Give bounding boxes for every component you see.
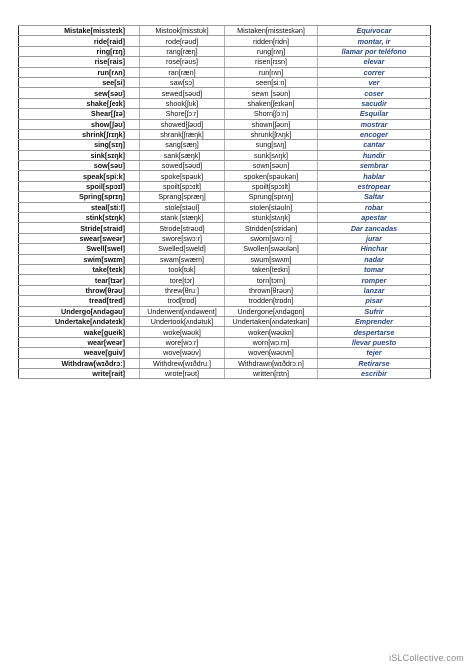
base-form-cell: swear[sweər] [19,233,140,243]
table-row [19,306,431,316]
past-participle-cell: spoilt[spɔɪlt] [225,181,318,191]
past-simple-cell: wore[wɔːr] [140,337,225,347]
table-row [19,57,431,67]
irregular-verbs-table [18,25,431,379]
past-simple-cell: ran[ræn] [140,67,225,77]
base-form-cell: steal[stiːl] [19,202,140,212]
table-row [19,244,431,254]
past-simple-cell: threw[θruː] [140,285,225,295]
past-participle-cell: Mistaken[missteɪkən] [225,26,318,36]
past-participle-cell: written[rɪtn] [225,368,318,378]
translation-cell: estropear [318,181,431,191]
translation-cell: elevar [318,57,431,67]
base-form-cell: Mistake[missteɪk] [19,26,140,36]
translation-cell: Saltar [318,192,431,202]
base-form-cell: speak[spiːk] [19,171,140,181]
past-simple-cell: Strode[strəʊd] [140,223,225,233]
past-simple-cell: trod[trɒd] [140,296,225,306]
past-participle-cell: Swollen[swəʊlən] [225,244,318,254]
base-form-cell: run[rʌn] [19,67,140,77]
translation-cell: hablar [318,171,431,181]
table-row [19,77,431,87]
past-simple-cell: sewed[səʊd] [140,88,225,98]
table-row [19,67,431,77]
past-simple-cell: rang[ræŋ] [140,46,225,56]
translation-cell: Emprender [318,316,431,326]
base-form-cell: take[teɪk] [19,264,140,274]
past-participle-cell: Shorn[ʃɔːn] [225,109,318,119]
site-watermark: iSLCollective.com [389,653,464,663]
past-simple-cell: stole[stəʊl] [140,202,225,212]
past-participle-cell: worn[wɔːrn] [225,337,318,347]
past-simple-cell: Withdrew[wɪðdruː] [140,358,225,368]
translation-cell: apestar [318,213,431,223]
past-simple-cell: rose[rəʊs] [140,57,225,67]
table-row [19,98,431,108]
table-row [19,171,431,181]
base-form-cell: rise[rais] [19,57,140,67]
table-row [19,181,431,191]
past-simple-cell: swore[swɔːr] [140,233,225,243]
past-participle-cell: stolen[stəʊln] [225,202,318,212]
past-participle-cell: seen[siːn] [225,77,318,87]
past-participle-cell: Sprung[sprʌŋ] [225,192,318,202]
past-simple-cell: rode[rəʊd] [140,36,225,46]
table-row [19,233,431,243]
past-simple-cell: Sprang[spræŋ] [140,192,225,202]
past-simple-cell: Swelled[sweld] [140,244,225,254]
base-form-cell: see[si] [19,77,140,87]
past-participle-cell: torn[tɔrn] [225,275,318,285]
past-participle-cell: swum[swʌm] [225,254,318,264]
past-simple-cell: sang[sæŋ] [140,140,225,150]
base-form-cell: Shear[ʃɪə] [19,109,140,119]
past-participle-cell: spoken[spəʊkən] [225,171,318,181]
table-row [19,275,431,285]
table-row [19,296,431,306]
base-form-cell: spoil[spɔɪl] [19,181,140,191]
verb-table-body [19,26,431,379]
past-participle-cell: sewn [səʊn] [225,88,318,98]
past-participle-cell: Withdrawn[wɪðdrɔːn] [225,358,318,368]
past-simple-cell: shrank[ʃræŋk] [140,129,225,139]
translation-cell: tejer [318,348,431,358]
translation-cell: sembrar [318,161,431,171]
base-form-cell: shrink[ʃrɪŋk] [19,129,140,139]
past-simple-cell: Underwent[ʌndəwent] [140,306,225,316]
table-row [19,254,431,264]
table-row [19,109,431,119]
translation-cell: Esquilar [318,109,431,119]
base-form-cell: throw[θrəʊ] [19,285,140,295]
base-form-cell: swim[swɪm] [19,254,140,264]
translation-cell: tomar [318,264,431,274]
past-participle-cell: ridden[ridn] [225,36,318,46]
base-form-cell: tear[tɪər] [19,275,140,285]
base-form-cell: weave[guiv] [19,348,140,358]
table-row [19,88,431,98]
table-row [19,150,431,160]
translation-cell: mostrar [318,119,431,129]
translation-cell: llevar puesto [318,337,431,347]
table-row [19,161,431,171]
table-row [19,119,431,129]
past-participle-cell: thrown[θrəʊn] [225,285,318,295]
table-row [19,223,431,233]
past-simple-cell: swam[swæm] [140,254,225,264]
table-row [19,36,431,46]
base-form-cell: sow[səʊ] [19,161,140,171]
translation-cell: pisar [318,296,431,306]
translation-cell: lanzar [318,285,431,295]
base-form-cell: wake[gueik] [19,327,140,337]
past-participle-cell: shaken[ʃeɪkən] [225,98,318,108]
base-form-cell: Swell[swel] [19,244,140,254]
past-simple-cell: took[tʊk] [140,264,225,274]
translation-cell: hundir [318,150,431,160]
base-form-cell: shake[ʃeɪk] [19,98,140,108]
table-row [19,213,431,223]
past-simple-cell: stank [stæŋk] [140,213,225,223]
past-simple-cell: wove[wəʊv] [140,348,225,358]
translation-cell: encoger [318,129,431,139]
past-simple-cell: Mistook[misstʊk] [140,26,225,36]
table-row [19,264,431,274]
base-form-cell: sew[səʊ] [19,88,140,98]
translation-cell: escribir [318,368,431,378]
table-row [19,337,431,347]
past-simple-cell: Shore[ʃɔːr] [140,109,225,119]
translation-cell: Dar zancadas [318,223,431,233]
base-form-cell: stink[stɪŋk] [19,213,140,223]
past-simple-cell: sowed[səʊd] [140,161,225,171]
past-participle-cell: sunk[sʌŋk] [225,150,318,160]
table-row [19,202,431,212]
translation-cell: Sufrir [318,306,431,316]
past-simple-cell: spoke[spəʊk] [140,171,225,181]
past-participle-cell: taken[teɪkn] [225,264,318,274]
past-simple-cell: shook[ʃʊk] [140,98,225,108]
past-simple-cell: woke[wəʊk] [140,327,225,337]
base-form-cell: Undergo[ʌndəgəʊ] [19,306,140,316]
base-form-cell: sink[sɪŋk] [19,150,140,160]
table-row [19,192,431,202]
base-form-cell: write[rait] [19,368,140,378]
translation-cell: montar, ir [318,36,431,46]
past-participle-cell: Undertaken[ʌndəteɪkən] [225,316,318,326]
past-participle-cell: woken[wəʊkn] [225,327,318,337]
table-row [19,368,431,378]
table-row [19,26,431,36]
base-form-cell: Withdraw[wɪðdrɔː] [19,358,140,368]
table-row [19,316,431,326]
past-simple-cell: wrote[rəʊt] [140,368,225,378]
table-row [19,358,431,368]
table-row [19,285,431,295]
translation-cell: coser [318,88,431,98]
translation-cell: Retirarse [318,358,431,368]
base-form-cell: Stride[straid] [19,223,140,233]
past-participle-cell: woven[wəʊvn] [225,348,318,358]
past-participle-cell: Undergone[ʌndəgɒn] [225,306,318,316]
table-row [19,348,431,358]
table-row [19,46,431,56]
translation-cell: nadar [318,254,431,264]
translation-cell: sacudir [318,98,431,108]
past-participle-cell: shown[ʃəʊn] [225,119,318,129]
past-simple-cell: tore[tɔr] [140,275,225,285]
table-row [19,129,431,139]
base-form-cell: sing[sɪŋ] [19,140,140,150]
base-form-cell: tread[tred] [19,296,140,306]
past-participle-cell: Stridden[stridən] [225,223,318,233]
past-participle-cell: rung[rʌŋ] [225,46,318,56]
translation-cell: Hinchar [318,244,431,254]
past-simple-cell: saw[sɔ] [140,77,225,87]
past-simple-cell: sank[sæŋk] [140,150,225,160]
past-participle-cell: stunk[stʌŋk] [225,213,318,223]
translation-cell: Equivocar [318,26,431,36]
translation-cell: jurar [318,233,431,243]
translation-cell: llamar por teléfono [318,46,431,56]
table-row [19,327,431,337]
translation-cell: robar [318,202,431,212]
translation-cell: correr [318,67,431,77]
base-form-cell: ride[raid] [19,36,140,46]
past-simple-cell: Undertook[ʌndətʊk] [140,316,225,326]
past-participle-cell: sworn[swɔːn] [225,233,318,243]
past-participle-cell: run[rʌn] [225,67,318,77]
base-form-cell: wear[weər] [19,337,140,347]
base-form-cell: Undertake[ʌndəteɪk] [19,316,140,326]
past-simple-cell: showed[ʃəʊd] [140,119,225,129]
past-participle-cell: sung[sʌŋ] [225,140,318,150]
past-participle-cell: sown[səʊn] [225,161,318,171]
base-form-cell: ring[rɪŋ] [19,46,140,56]
base-form-cell: Spring[sprɪŋ] [19,192,140,202]
translation-cell: cantar [318,140,431,150]
translation-cell: despertarse [318,327,431,337]
past-participle-cell: shrunk[ʃrʌŋk] [225,129,318,139]
translation-cell: ver [318,77,431,87]
past-simple-cell: spoilt[spɔɪlt] [140,181,225,191]
table-row [19,140,431,150]
base-form-cell: show[ʃəʊ] [19,119,140,129]
past-participle-cell: risen[rɪsn] [225,57,318,67]
past-participle-cell: trodden[trɒdn] [225,296,318,306]
translation-cell: romper [318,275,431,285]
